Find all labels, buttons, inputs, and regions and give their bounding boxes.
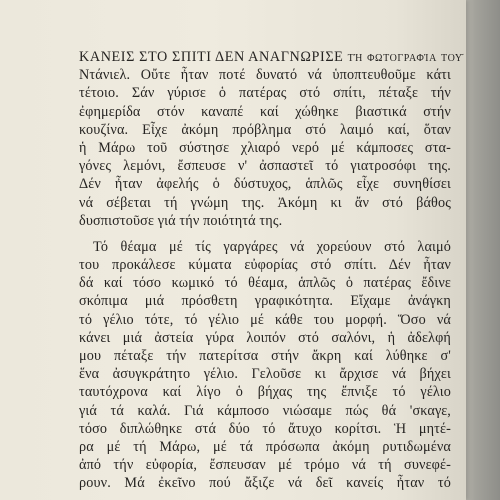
text-line: ἀπό τήν εὐφορία, ἔσπευσαν μέ τρόμο νά τή συνεφέ-	[79, 457, 451, 474]
text-line: μου πέταξε τήν πατερίτσα στήν ἄκρη καί λύθηκε σ'	[79, 348, 451, 364]
book-binding-shadow	[462, 0, 500, 500]
text-line: κουζίνα. Εἶχε ἀκόμη πρόβλημα στό λαιμό καί, ὅταν	[79, 121, 451, 138]
text-line: ρουν. Μά ἐκεῖνο πού ἄξιζε νά δεῖ κανείς ἦταν τό	[79, 475, 451, 492]
text-line: ἐφημερίδα στόν καναπέ καί χώθηκε βιαστικά στήν	[79, 103, 451, 120]
paragraph-2	[79, 238, 451, 493]
text-line	[79, 48, 463, 66]
text-line: ἡ Μάρω τοῦ σύστησε χλιαρό νερό μέ κάμποσες στα-	[79, 139, 451, 156]
text-line: κάνει μιά ἀστεία γύρα λοιπόν στό σαλόνι, ἡ ἀδελφή	[79, 329, 451, 346]
text-line: γιά τά καλά. Γιά κάμποσο νιώσαμε πώς θά 'σκαγε,	[79, 402, 451, 419]
text-line: νά σέβεται τή γνώμη της. Ἀκόμη κι ἄν στό βάθος	[79, 194, 451, 211]
paragraph-spacer	[79, 230, 451, 238]
text-line: ταυτόχρονα καί λίγο ὁ βήχας της ἔπνιξε τό γέλιο	[79, 384, 451, 401]
text-line: τέτοιο. Σάν γύρισε ὁ πατέρας στό σπίτι, πέταξε τήν	[79, 85, 451, 102]
text-line: γόνες λεμόνι, ἔσπευσε ν' ἀσπαστεῖ τό γιατροσόφι της.	[79, 158, 451, 175]
text-line: σκόπιμα μιά πρόσθετη γραφικότητα. Εἴχαμε ἀνάγκη	[79, 293, 451, 310]
paragraph-1	[79, 48, 463, 230]
text-line: του προκάλεσε κύματα εὐφορίας στό σπίτι. Δέν ἦταν	[79, 257, 451, 274]
text-line: ρα μέ τή Μάρω, μέ τά πρόσωπα ἀκόμη ρυτιδωμένα	[79, 438, 451, 455]
text-line: δυσπιστοῦσε γιά τήν ποιότητά της.	[79, 212, 283, 229]
text-line: τόσο διπλώθηκε στά δύο τό ἄτυχο κορίτσι. Ἡ μητέ-	[79, 420, 451, 437]
text-line: δά καί τόσο κωμικό τό θέαμα, ἁπλῶς ὁ πατέρας ἔδινε	[79, 275, 451, 292]
text-line: Ντάνιελ. Οὔτε ἦταν ποτέ δυνατό νά ὑποπτευθοῦμε κάτι	[79, 67, 451, 84]
text-line: τό γέλιο τότε, τό γέλιο μέ κάθε του μορφή. Ὅσο νά	[79, 311, 451, 328]
text-line: Δέν ἦταν ἀφελής ὁ δύστυχος, ἁπλῶς εἶχε συνηθίσει	[79, 176, 451, 193]
opening-small-caps: ΚΑΝΕΙΣ ΣΤΟ ΣΠΙΤΙ ΔΕΝ ΑΝΑΓΝΩΡΙΣΕ τή φωτογραφία τοῦ	[79, 49, 463, 65]
text-line: Τό θέαμα μέ τίς γαργάρες νά χορεύουν στό λαιμό	[93, 238, 451, 255]
page-text	[79, 48, 463, 493]
text-line: ἕνα ἀσυγκράτητο γέλιο. Γελοῦσε κι ἄρχισε νά βήχει	[79, 366, 451, 383]
